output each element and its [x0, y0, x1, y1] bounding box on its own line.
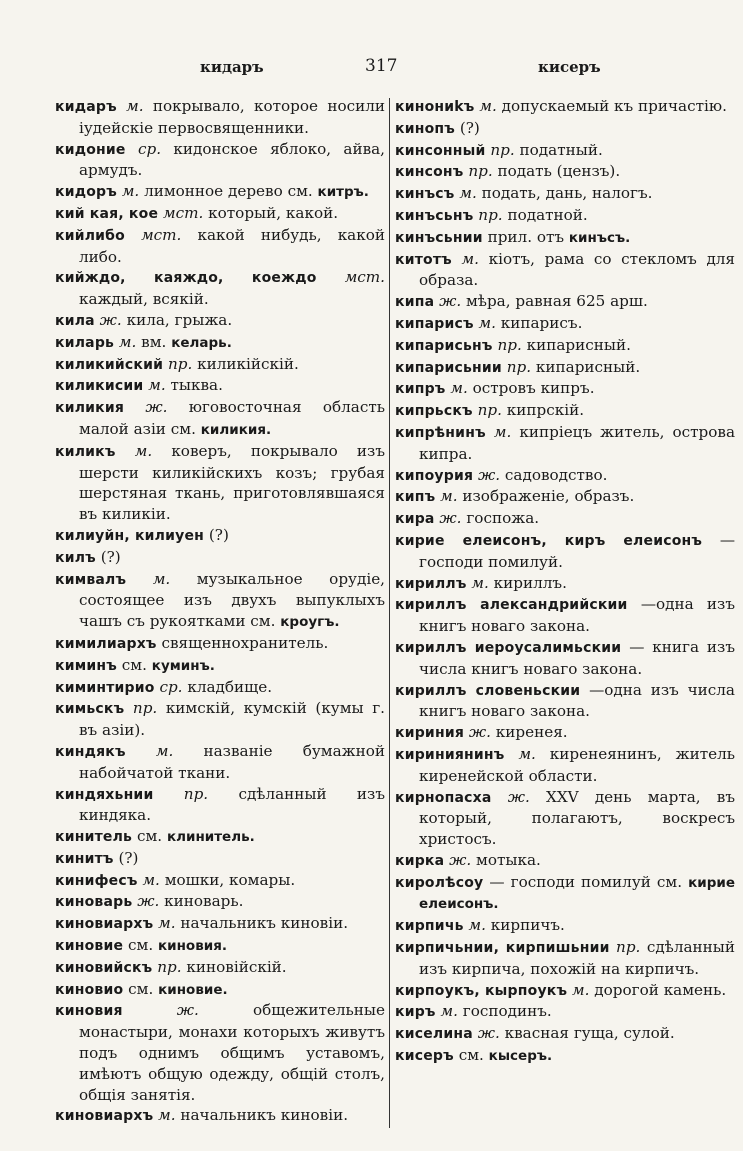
headword: кипрьскъ [395, 403, 473, 420]
cross-reference: кысеръ. [488, 1048, 553, 1065]
dictionary-entry [55, 203, 385, 225]
headword: киликъ [55, 443, 116, 460]
dictionary-entry [55, 375, 385, 397]
dictionary-entry [55, 891, 385, 913]
grammar-label: ж. [137, 892, 160, 911]
headword: киновиархъ [55, 1108, 154, 1125]
dictionary-entry [55, 332, 385, 354]
headword: кимьскъ [55, 701, 125, 718]
dictionary-entry [55, 139, 385, 182]
headword: кириллъ александрийскии [395, 597, 628, 614]
headword: киноварь [55, 894, 133, 911]
headword: кимилиархъ [55, 635, 157, 652]
dictionary-entry [395, 486, 735, 508]
dictionary-entry [55, 677, 385, 699]
headword: киролѣсоу [395, 874, 484, 891]
dictionary-entry [395, 1023, 735, 1045]
dictionary-entry [55, 1105, 385, 1127]
grammar-label: м. [461, 249, 479, 268]
cross-reference: китръ. [317, 184, 369, 201]
headword: кийлибо [55, 227, 125, 244]
definition: кидонское яблоко, айва, армудъ. [79, 139, 386, 180]
dictionary-entry [395, 291, 735, 313]
dictionary-entry [55, 569, 385, 633]
dictionary-entry [395, 1045, 735, 1067]
page-number: 317 [365, 56, 398, 76]
dictionary-entry [395, 422, 735, 465]
grammar-label: пр. [468, 162, 493, 181]
grammar-label: м. [134, 441, 153, 460]
grammar-label: ж. [477, 1024, 500, 1043]
dictionary-entry [55, 957, 385, 979]
headword: кидоние [55, 141, 126, 158]
dictionary-entry [55, 1000, 385, 1105]
dictionary-entry [55, 310, 385, 332]
dictionary-entry [395, 335, 735, 357]
dictionary-entry [395, 357, 735, 379]
grammar-label: мст. [344, 268, 386, 287]
definition: киренея. [495, 723, 568, 742]
dictionary-entry [395, 400, 735, 422]
grammar-label: мст. [162, 203, 204, 222]
grammar-label: м. [142, 870, 160, 889]
dictionary-entry [55, 870, 385, 892]
definition: каждый, всякій. [79, 290, 209, 309]
definition: податной. [507, 205, 588, 224]
headword: киликия [55, 400, 125, 417]
headword: кинониkъ [395, 99, 475, 115]
definition: кипарисъ. [500, 313, 583, 332]
dictionary-entry [55, 979, 385, 1001]
definition: кипарисный. [526, 335, 631, 354]
dictionary-entry [395, 140, 735, 162]
definition: киренеянинъ, житель киренейской области. [419, 744, 736, 785]
definition: мотыка. [476, 850, 541, 869]
headword: кинсонный [395, 142, 486, 159]
dictionary-entry [395, 118, 735, 140]
definition: —одна изъ книгъ новаго закона. [419, 595, 735, 636]
headword: киндяхьнии [55, 786, 154, 803]
headword: кинитъ [55, 850, 114, 867]
grammar-label: ж. [176, 1001, 199, 1020]
definition: кладбище. [187, 677, 273, 696]
headword: киселина [395, 1026, 473, 1043]
grammar-label: ж. [468, 723, 491, 742]
definition: сдѣланный изъ киндяка. [79, 784, 385, 825]
definition: (?) [459, 118, 480, 137]
definition: какой нибудь, какой либо. [79, 225, 385, 266]
grammar-label: пр. [157, 957, 182, 976]
cross-reference: келарь. [171, 334, 232, 351]
headword: кипарисьнии [395, 359, 502, 376]
dictionary-entry [55, 525, 385, 547]
headword: киминтирио [55, 679, 155, 696]
dictionary-entry [395, 508, 735, 530]
grammar-label: м. [471, 573, 489, 592]
headword: киновие [55, 938, 124, 955]
definition: островъ кипръ. [472, 379, 595, 398]
definition: садоводство. [504, 465, 608, 484]
headword: кипоурия [395, 467, 474, 484]
definition: — господи помилуй. [419, 530, 736, 571]
grammar-label: м. [493, 422, 512, 441]
definition: начальникъ киновіи. [180, 1106, 349, 1125]
definition: киноварь. [164, 892, 244, 911]
definition: см. [458, 1046, 484, 1065]
definition: тыква. [170, 376, 223, 395]
headword: кий кая, кое [55, 205, 159, 222]
definition: начальникъ киновіи. [180, 914, 349, 933]
dictionary-entry [395, 872, 735, 916]
grammar-label: м. [126, 97, 144, 115]
headword: кинифесъ [55, 872, 138, 889]
headword: кириллъ словеньскии [395, 682, 581, 699]
headword: кипарисъ [395, 315, 474, 332]
grammar-label: м. [148, 376, 166, 395]
definition: допускаемый къ причастію. [501, 97, 727, 115]
grammar-label: м. [479, 97, 497, 115]
grammar-label: м. [440, 487, 458, 506]
dictionary-entry [55, 354, 385, 376]
dictionary-entry [55, 826, 385, 848]
headword: кинъсьнии [395, 229, 483, 246]
grammar-label: м. [155, 741, 174, 760]
dictionary-entry [55, 935, 385, 957]
definition: (?) [100, 547, 121, 566]
grammar-label: ср. [159, 677, 183, 696]
cross-reference: кирие елеисонъ. [419, 874, 736, 913]
headword: киновио [55, 981, 124, 998]
dictionary-entry [395, 573, 735, 595]
definition: госпожа. [466, 509, 540, 528]
headword: кириниянинъ [395, 746, 505, 763]
grammar-label: м. [450, 379, 468, 398]
headword: кинъсъ [395, 186, 455, 203]
headword: кирпичь [395, 918, 464, 935]
definition: квасная гуща, сулой. [504, 1024, 675, 1043]
grammar-label: ж. [449, 850, 472, 869]
headword: кирка [395, 852, 445, 869]
headword: киръ [395, 1004, 436, 1021]
dictionary-entry [395, 744, 735, 787]
dictionary-entry [395, 937, 735, 980]
grammar-label: ж. [145, 398, 168, 417]
headword: кидаръ [55, 99, 117, 115]
definition: см. [136, 827, 163, 846]
cross-reference: кроугъ. [280, 614, 340, 631]
dictionary-entry [395, 637, 735, 680]
headword: кирнопасха [395, 789, 492, 806]
definition: подать, дань, налогъ. [481, 184, 653, 203]
definition: —одна изъ числа книгъ новаго закона. [419, 680, 735, 721]
left-column [55, 96, 385, 1127]
definition: коверъ, покрывало изъ шерсти киликійскихъ козъ; грубая шерстяная ткань, приготовлявшаяся въ киликіи. [79, 441, 386, 524]
dictionary-entry [55, 225, 385, 268]
grammar-label: пр. [132, 699, 158, 718]
definition: господинъ. [462, 1002, 552, 1021]
dictionary-entry [55, 633, 385, 655]
grammar-label: пр. [477, 401, 502, 420]
dictionary-entry [55, 181, 385, 203]
definition: податный. [519, 140, 603, 159]
cross-reference: киновия. [157, 938, 228, 955]
dictionary-entry [395, 850, 735, 872]
grammar-label: мст. [141, 225, 182, 244]
headword: киновия [55, 1003, 123, 1020]
definition: покрывало, которое носили іудейскіе первосвященники. [79, 97, 386, 137]
dictionary-entry [55, 698, 385, 741]
definition: кипарисный. [535, 357, 641, 376]
grammar-label: м. [440, 1002, 458, 1021]
page-header [0, 58, 743, 82]
dictionary-entry [395, 465, 735, 487]
headword: киликисии [55, 378, 144, 395]
grammar-label: пр. [497, 335, 522, 354]
dictionary-entry [55, 848, 385, 870]
headword: кидоръ [55, 184, 117, 201]
grammar-label: м. [121, 182, 140, 201]
headword: кипарисьнъ [395, 337, 493, 354]
running-head-left: кидаръ [200, 58, 264, 76]
headword: кила [55, 312, 95, 329]
grammar-label: пр. [506, 357, 532, 376]
definition: кирпичъ. [490, 916, 565, 935]
dictionary-entry [55, 784, 385, 827]
dictionary-entry [55, 741, 385, 784]
dictionary-entry [395, 722, 735, 744]
definition: см. [121, 655, 147, 674]
dictionary-entry [55, 547, 385, 569]
definition: см. [128, 936, 154, 955]
grammar-label: м. [518, 744, 536, 763]
headword: кипа [395, 294, 435, 311]
cross-reference: куминъ. [151, 657, 215, 674]
definition: кириллъ. [493, 573, 567, 592]
grammar-label: м. [118, 332, 137, 351]
definition: общежительные монастыри, монахи которыхъ живутъ подъ однимъ общимъ уставомъ, имѣютъ общую одежду, общій столъ, общія занятія. [79, 1001, 386, 1104]
definition: XXV день марта, въ который, полагаютъ, воскресъ христосъ. [419, 787, 736, 849]
headword: кирие елеисонъ, киръ елеисонъ [395, 532, 703, 549]
headword: китотъ [395, 251, 452, 268]
dictionary-entry [395, 1001, 735, 1023]
dictionary-entry [395, 313, 735, 335]
grammar-label: ж. [507, 787, 530, 806]
definition: см. [128, 979, 154, 998]
grammar-label: ж. [99, 310, 122, 329]
definition: кимскій, кумскій (кумы г. въ азіи). [79, 699, 385, 740]
grammar-label: м. [459, 184, 477, 203]
definition: киновійскій. [186, 957, 287, 976]
grammar-label: ж. [439, 292, 462, 311]
dictionary-entry [55, 267, 385, 310]
headword: кириллъ иероусалимьскии [395, 639, 622, 656]
definition: — книга изъ числа книгъ новаго закона. [419, 637, 735, 678]
headword: кимвалъ [55, 571, 127, 588]
headword: килъ [55, 549, 96, 566]
headword: кирпоукъ, кырпоукъ [395, 982, 568, 999]
definition: мошки, комары. [164, 870, 296, 889]
definition: дорогой камень. [594, 980, 727, 999]
headword: килиуйн, килиуен [55, 527, 205, 544]
headword: киновийскъ [55, 959, 153, 976]
definition: (?) [118, 848, 139, 867]
grammar-label: м. [572, 980, 590, 999]
dictionary-entry [395, 161, 735, 183]
headword: киновиархъ [55, 916, 154, 933]
headword: кирпичьнии, кирпишьнии [395, 940, 610, 957]
dictionary-entry [395, 915, 735, 937]
headword: кипъ [395, 489, 436, 506]
definition: который, какой. [208, 203, 339, 222]
dictionary-entry [395, 530, 735, 573]
headword: кинъсьнъ [395, 207, 474, 224]
dictionary-entry [55, 655, 385, 677]
definition: музыкальное орудіе, состоящее изъ двухъ выпуклыхъ чашъ съ рукоятками см. [79, 569, 386, 631]
definition: кила, грыжа. [126, 310, 233, 329]
headword: киликийский [55, 356, 164, 373]
headword: киларь [55, 334, 115, 351]
grammar-label: м. [478, 313, 496, 332]
headword: киминъ [55, 657, 117, 674]
dictionary-entry [395, 96, 735, 118]
definition: вм. [141, 332, 167, 351]
headword: кипрѣнинъ [395, 424, 486, 441]
dictionary-entry [395, 980, 735, 1002]
definition: юговосточная область малой азіи см. [79, 398, 385, 438]
definition: кіотъ, рама со стекломъ для образа. [419, 249, 736, 290]
dictionary-entry [395, 249, 735, 292]
dictionary-entry [395, 378, 735, 400]
dictionary-entry [395, 680, 735, 723]
headword: киндякъ [55, 743, 126, 760]
dictionary-entry [395, 594, 735, 637]
definition: мѣра, равная 625 арш. [465, 292, 648, 311]
definition: киликійскій. [197, 354, 299, 373]
headword: кириния [395, 725, 465, 742]
cross-reference: клинитель. [166, 829, 255, 846]
definition: кипріецъ житель, острова кипра. [419, 422, 736, 463]
grammar-label: пр. [490, 140, 515, 159]
definition: священнохранитель. [161, 633, 329, 652]
headword: кинсонъ [395, 164, 464, 181]
grammar-label: м. [468, 916, 486, 935]
right-column [395, 96, 735, 1067]
definition: изображеніе, образъ. [462, 487, 635, 506]
grammar-label: ср. [137, 139, 162, 158]
column-divider [389, 98, 390, 1128]
cross-reference: кинъсъ. [568, 229, 631, 246]
definition: названіе бумажной набойчатой ткани. [79, 741, 386, 782]
headword: кипръ [395, 381, 446, 398]
grammar-label: пр. [478, 205, 503, 224]
definition: подать (цензъ). [497, 162, 621, 181]
grammar-label: м. [158, 914, 176, 933]
headword: кийждо, каяждо, коеждо [55, 270, 317, 287]
definition: сдѣланный изъ кирпича, похожій на кирпичъ. [419, 938, 736, 978]
grammar-label: пр. [616, 938, 641, 957]
running-head-right: кисеръ [538, 58, 601, 76]
cross-reference: киновие. [158, 981, 228, 998]
headword: кира [395, 511, 435, 528]
grammar-label: ж. [439, 509, 462, 528]
definition: лимонное дерево см. [144, 182, 313, 201]
definition: кипрскій. [506, 401, 585, 420]
grammar-label: м. [152, 569, 171, 588]
dictionary-entry [55, 913, 385, 935]
cross-reference: киликия. [200, 421, 272, 438]
dictionary-entry [395, 183, 735, 205]
definition: — господи помилуй см. [489, 872, 683, 891]
dictionary-entry [395, 205, 735, 227]
headword: кинопъ [395, 120, 455, 137]
dictionary-entry [55, 441, 385, 525]
grammar-label: пр. [183, 784, 209, 803]
definition: прил. отъ [487, 227, 565, 246]
grammar-label: ж. [477, 465, 501, 484]
headword: кириллъ [395, 575, 467, 592]
headword: кисеръ [395, 1048, 454, 1065]
definition: (?) [208, 525, 229, 544]
grammar-label: пр. [167, 354, 193, 373]
grammar-label: м. [158, 1106, 176, 1125]
dictionary-entry [395, 227, 735, 249]
dictionary-entry [395, 787, 735, 850]
dictionary-entry [55, 397, 385, 441]
dictionary-entry [55, 96, 385, 139]
headword: кинитель [55, 829, 133, 846]
